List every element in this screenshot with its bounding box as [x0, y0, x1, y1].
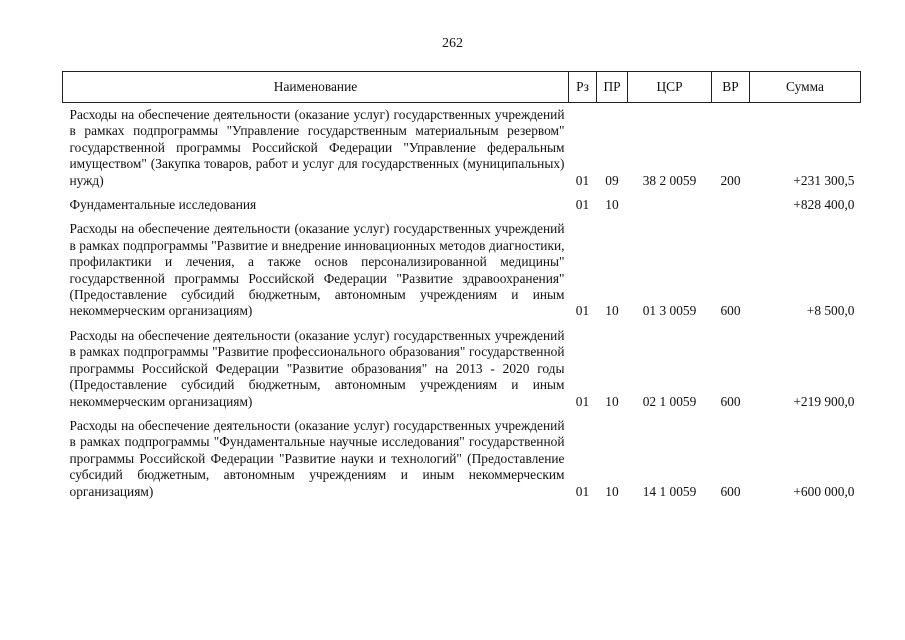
- row-vr: 600: [720, 303, 741, 319]
- row-rz: 01: [575, 197, 590, 213]
- row-pr: 10: [605, 303, 619, 319]
- row-sum: +600 000,0: [793, 483, 855, 499]
- page-number: 262: [442, 36, 463, 51]
- row-pr: 10: [605, 197, 619, 213]
- row-sum: +828 400,0: [793, 197, 855, 213]
- row-csr: 01 3 0059: [642, 303, 697, 319]
- row-name: Расходы на обеспечение деятельности (оказание услуг) государственных учреждений в рамках подпрограммы "Развитие профессионального образования" государственной программы Российской Федерации "Развитие образования" на 2013 - 2020 годы (Предоставление субсидий бюджетным, автономным учреждениям и иным некоммерческим организациям): [69, 327, 565, 409]
- row-vr: 200: [720, 172, 741, 188]
- row-vr: [712, 189, 750, 213]
- table-row: [63, 320, 861, 410]
- header-rz: Рз: [569, 72, 597, 103]
- row-csr: [628, 189, 712, 213]
- row-rz: 01: [575, 172, 590, 188]
- table-row: [63, 213, 861, 319]
- row-csr: 02 1 0059: [642, 393, 697, 409]
- row-sum: +219 900,0: [793, 393, 855, 409]
- row-pr: 10: [605, 393, 619, 409]
- row-vr: 600: [720, 483, 741, 499]
- row-name: Фундаментальные исследования: [69, 197, 257, 213]
- row-name: Расходы на обеспечение деятельности (оказание услуг) государственных учреждений в рамках подпрограммы "Развитие и внедрение инновационных методов диагностики, профилактики и лечения, а также основ персонализированной медицины" государственной программы Российской Федерации "Развитие здравоохранения" (Предоставление субсидий бюджетным, автономным учреждениям и иным некоммерческим организациям): [69, 221, 565, 319]
- row-csr: 38 2 0059: [642, 172, 697, 188]
- header-name: Наименование: [63, 72, 569, 103]
- row-pr: 09: [605, 172, 619, 188]
- header-pr: ПР: [597, 72, 628, 103]
- row-csr: 14 1 0059: [642, 483, 697, 499]
- row-sum: +231 300,5: [793, 172, 855, 188]
- row-name: Расходы на обеспечение деятельности (оказание услуг) государственных учреждений в рамках подпрограммы "Фундаментальные научные исследования" государственной программы Российской Федерации "Развитие науки и технологий" (Предоставление субсидий бюджетным, автономным учреждениям и иным некоммерческим организациям): [69, 417, 565, 499]
- header-csr: ЦСР: [628, 72, 712, 103]
- row-rz: 01: [575, 303, 590, 319]
- table-row: [63, 410, 861, 500]
- row-pr: 10: [605, 483, 619, 499]
- row-sum: +8 500,0: [806, 303, 855, 319]
- row-vr: 600: [720, 393, 741, 409]
- budget-table: [62, 71, 861, 500]
- table-header-row: [63, 72, 861, 103]
- table-row: [63, 103, 861, 190]
- row-rz: 01: [575, 483, 590, 499]
- header-vr: ВР: [712, 72, 750, 103]
- header-sum: Сумма: [750, 72, 861, 103]
- table-row: [63, 189, 861, 213]
- row-name: Расходы на обеспечение деятельности (оказание услуг) государственных учреждений в рамках подпрограммы "Управление государственным материальным резервом" государственной программы Российской Федерации "Управление федеральным имуществом" (Закупка товаров, работ и услуг для государственных (муниципальных) нужд): [69, 107, 565, 188]
- row-rz: 01: [575, 393, 590, 409]
